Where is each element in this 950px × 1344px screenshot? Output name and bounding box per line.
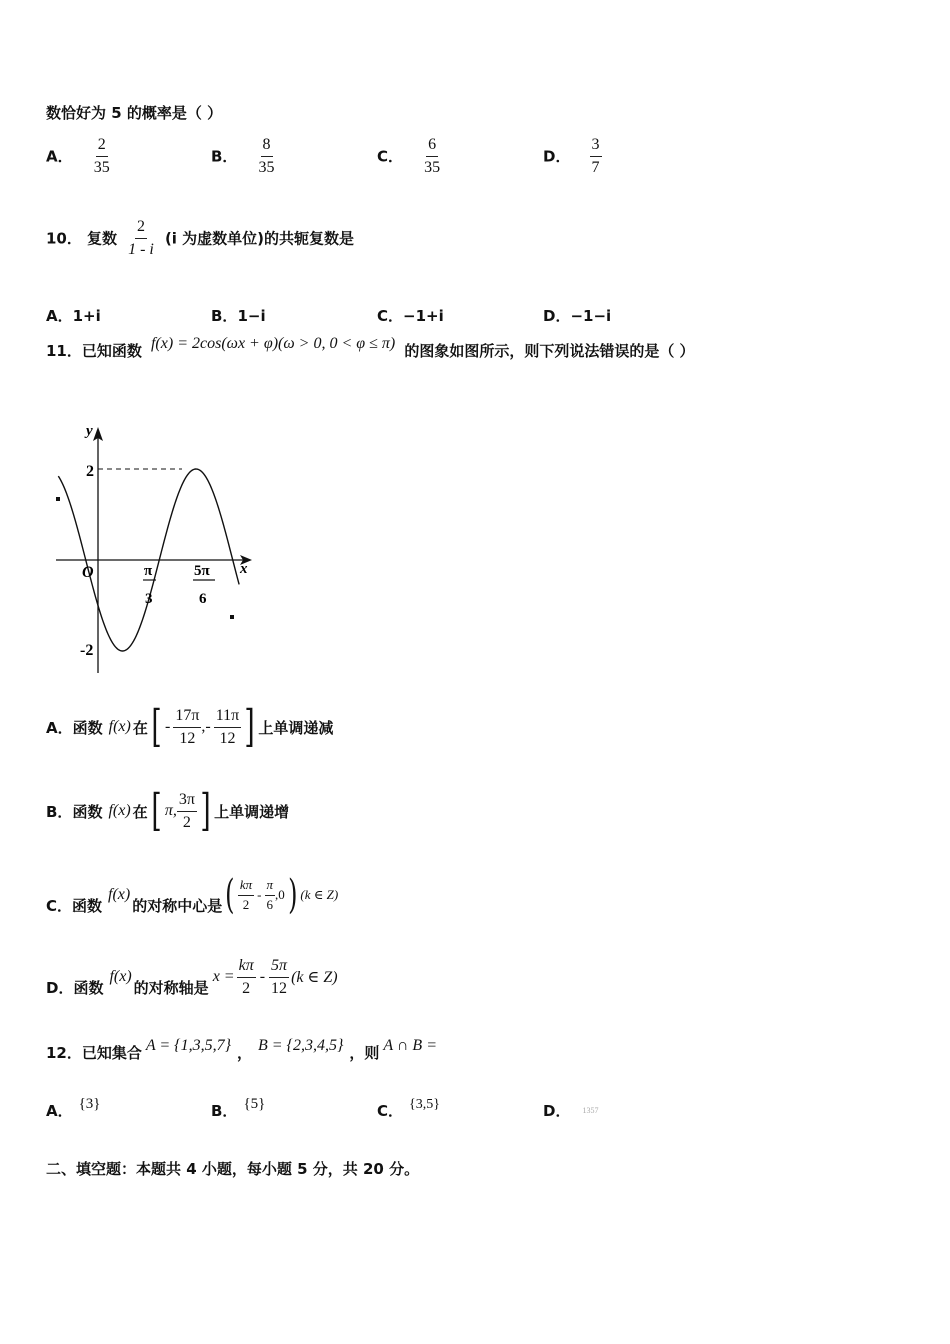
q11-formula: f(x) = 2cos(ωx + φ)(ω > 0, 0 < φ ≤ π): [150, 335, 396, 352]
option-label: A．: [46, 147, 73, 166]
section-heading: 二、填空题：本题共 4 小题，每小题 5 分，共 20 分。: [46, 1160, 420, 1178]
tick1-numerator: π: [144, 563, 153, 579]
q9-option-a: [46, 136, 112, 176]
tick2-numerator: 5π: [194, 563, 210, 579]
q10-option-c: C．−1+i: [377, 307, 444, 325]
option-label: C．: [377, 147, 404, 166]
q12-option-c: C． {3,5}: [377, 1097, 440, 1120]
fraction: $\frac{8}{35}$: [258, 136, 275, 176]
curve-start-point: [56, 497, 60, 501]
x-label: x: [240, 561, 248, 577]
fraction: $\frac{2}{35}$: [93, 136, 110, 176]
y-label: y: [86, 423, 93, 439]
q11-option-a: A． 函数 f(x) 在 [ - $\frac{17\pi}{12}$ , - $\frac{11\pi}{12}$ ] 上单调递减: [46, 701, 334, 752]
y-max-label: 2: [86, 463, 94, 480]
q11-option-c: C． 函数 f(x) 的对称中心是 ( $\frac{k\pi}{2}$ - $\frac{\pi}{6}$ ,0 ) (k ∈ Z): [46, 872, 339, 918]
q12-option-d: D． 1357: [543, 1102, 599, 1120]
q9-option-b: [211, 136, 277, 176]
cosine-graph: [48, 415, 263, 680]
q10-option-d: D．−1−i: [543, 307, 612, 325]
fraction: $\frac{6}{35}$: [424, 136, 441, 176]
curve-end-point: [230, 615, 234, 619]
origin-label: O: [82, 564, 94, 581]
q11-stem: 11．已知函数 f(x) = 2cos(ωx + φ)(ω > 0, 0 < φ ≤ π) 的图象如图所示，则下列说法错误的是（ ）: [46, 335, 695, 360]
fraction: $\frac{3}{7}$: [591, 136, 600, 176]
q10-option-a: A．1+i: [46, 307, 101, 325]
q10-option-b: B．1−i: [211, 307, 266, 325]
q9-option-c: [377, 136, 442, 176]
q9-option-d: [543, 136, 602, 176]
y-min-label: -2: [80, 642, 94, 659]
q12-option-a: A． {3}: [46, 1096, 101, 1120]
q9-stem: 数恰好为 5 的概率是（ ）: [46, 104, 223, 122]
q11-option-b: B． 函数 f(x) 在 [ π, $\frac{3\pi}{2}$ ] 上单调递增: [46, 785, 290, 836]
tick1-denominator: 3: [145, 591, 153, 607]
q12-stem: 12． 已知集合 A = {1,3,5,7} ， B = {2,3,4,5} ，则 A ∩ B =: [46, 1037, 437, 1062]
q10-fraction: $\frac{2}{1 - i}$: [128, 218, 154, 258]
q12-option-b: B． {5}: [211, 1096, 266, 1120]
option-label: D．: [543, 147, 571, 166]
q11-option-d: D． 函数 f(x) 的对称轴是 x = $\frac{k\pi}{2}$ - $\frac{5\pi}{12}$ (k ∈ Z): [46, 957, 338, 997]
option-label: B．: [211, 147, 238, 166]
tick2-denominator: 6: [199, 591, 207, 607]
q10-stem: 10． 复数 $\frac{2}{1 - i}$ (i 为虚数单位)的共轭复数是: [46, 218, 355, 258]
